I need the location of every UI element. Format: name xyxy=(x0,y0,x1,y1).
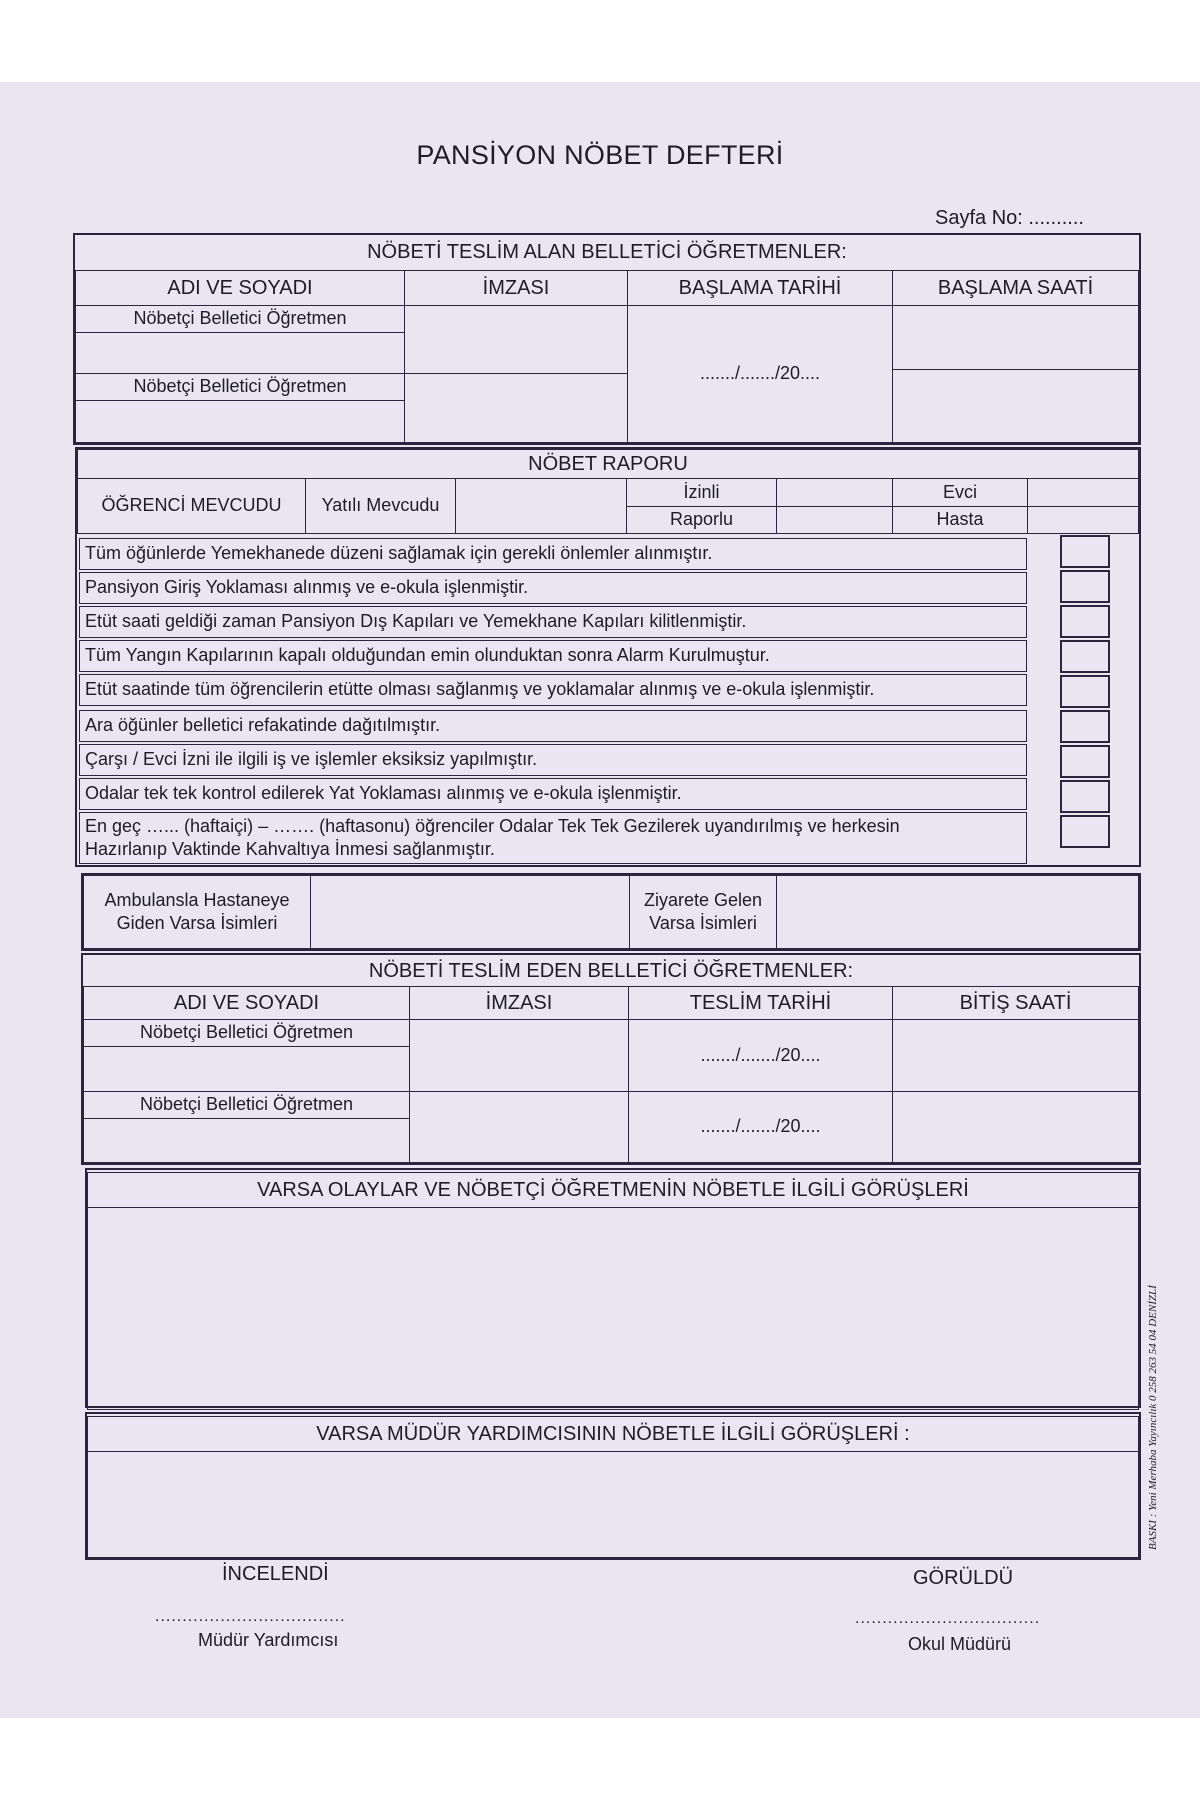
checklist-item-3: Etüt saati geldiği zaman Pansiyon Dış Kapıları ve Yemekhane Kapıları kilitlenmiştir. xyxy=(79,606,1027,638)
sick-field[interactable] xyxy=(1027,506,1139,534)
incoming-signature-2[interactable] xyxy=(404,373,628,443)
checkbox-4[interactable] xyxy=(1060,640,1110,673)
permitted-label: İzinli xyxy=(626,478,777,507)
page-number: Sayfa No: .......... xyxy=(935,207,1084,229)
events-header: VARSA OLAYLAR VE NÖBETÇİ ÖĞRETMENİN NÖBETLE İLGİLİ GÖRÜŞLERİ xyxy=(87,1172,1139,1208)
home-label: Evci xyxy=(892,478,1028,507)
incoming-teacher-2-field[interactable] xyxy=(75,400,405,443)
outgoing-teacher-2-label: Nöbetçi Belletici Öğretmen xyxy=(83,1091,410,1119)
outgoing-teacher-2-field[interactable] xyxy=(83,1118,410,1163)
outgoing-col-name: ADI VE SOYADI xyxy=(83,986,410,1020)
incoming-start-date[interactable]: ......./......./20.... xyxy=(627,305,893,443)
vice-principal-header: VARSA MÜDÜR YARDIMCISININ NÖBETLE İLGİLİ GÖRÜŞLERİ : xyxy=(87,1416,1139,1452)
incoming-teacher-1-label: Nöbetçi Belletici Öğretmen xyxy=(75,305,405,333)
incoming-col-date: BAŞLAMA TARİHİ xyxy=(627,270,893,306)
checklist-item-6: Ara öğünler belletici refakatinde dağıtılmıştır. xyxy=(79,710,1027,742)
incoming-header: NÖBETİ TESLİM ALAN BELLETİCİ ÖĞRETMENLER: xyxy=(367,240,847,263)
sick-label: Hasta xyxy=(892,506,1028,534)
principal-signature-line[interactable]: .................................. xyxy=(855,1610,1041,1627)
checklist-item-7: Çarşı / Evci İzni ile ilgili iş ve işlemler eksiksiz yapılmıştır. xyxy=(79,744,1027,776)
outgoing-signature-2[interactable] xyxy=(409,1091,629,1163)
checklist-item-1: Tüm öğünlerde Yemekhanede düzeni sağlamak için gerekli önlemler alınmıştır. xyxy=(79,538,1027,570)
boarding-count-field[interactable] xyxy=(455,478,627,534)
outgoing-end-time-2[interactable] xyxy=(892,1091,1139,1163)
ambulance-label-line-2: Giden Varsa İsimleri xyxy=(116,913,278,933)
vice-principal-field[interactable] xyxy=(87,1451,1139,1558)
ambulance-label-line-1: Ambulansla Hastaneye xyxy=(104,889,290,910)
outgoing-end-time-1[interactable] xyxy=(892,1019,1139,1092)
checkbox-9[interactable] xyxy=(1060,815,1110,848)
incoming-teacher-2-label: Nöbetçi Belletici Öğretmen xyxy=(75,373,405,401)
incoming-col-time: BAŞLAMA SAATİ xyxy=(892,270,1139,306)
outgoing-signature-1[interactable] xyxy=(409,1019,629,1092)
principal-title: Okul Müdürü xyxy=(908,1634,1012,1654)
incoming-col-name: ADI VE SOYADI xyxy=(75,270,405,306)
checklist-item-5: Etüt saatinde tüm öğrencilerin etütte olması sağlanmış ve yoklamalar alınmış ve e-okula işlenmiştir. xyxy=(79,674,1027,706)
incoming-teacher-1-field[interactable] xyxy=(75,332,405,374)
outgoing-end-date-1[interactable]: ......./......./20.... xyxy=(628,1019,893,1092)
vice-principal-title: Müdür Yardımcısı xyxy=(198,1630,339,1650)
vice-principal-signature-line[interactable]: ................................... xyxy=(155,1608,346,1625)
incoming-signature-1[interactable] xyxy=(404,305,628,374)
permitted-field[interactable] xyxy=(776,478,893,507)
printer-note: BASKI : Yeni Merhaba Yayıncılık 0 258 263 54 04 DENİZLİ xyxy=(1147,1285,1159,1550)
outgoing-header: NÖBETİ TESLİM EDEN BELLETİCİ ÖĞRETMENLER: xyxy=(368,960,854,982)
outgoing-end-date-2[interactable]: ......./......./20.... xyxy=(628,1091,893,1163)
outgoing-col-date: TESLİM TARİHİ xyxy=(628,986,893,1020)
outgoing-teacher-1-label: Nöbetçi Belletici Öğretmen xyxy=(83,1019,410,1047)
checklist-item-2: Pansiyon Giriş Yoklaması alınmış ve e-okula işlenmiştir. xyxy=(79,572,1027,604)
page-title: PANSİYON NÖBET DEFTERİ xyxy=(416,140,784,170)
visitor-label-line-2: Varsa İsimleri xyxy=(649,913,757,933)
report-header: NÖBET RAPORU xyxy=(77,449,1139,479)
reported-field[interactable] xyxy=(776,506,893,534)
incoming-start-time-1[interactable] xyxy=(892,305,1139,370)
outgoing-col-time: BİTİŞ SAATİ xyxy=(892,986,1139,1020)
reviewed-label: İNCELENDİ xyxy=(222,1563,329,1585)
visitor-label xyxy=(629,875,777,949)
boarding-count-label: Yatılı Mevcudu xyxy=(305,478,456,534)
seen-label: GÖRÜLDÜ xyxy=(913,1567,1014,1589)
events-field[interactable] xyxy=(87,1207,1139,1410)
student-count-label: ÖĞRENCİ MEVCUDU xyxy=(77,478,306,534)
checkbox-7[interactable] xyxy=(1060,745,1110,778)
reported-label: Raporlu xyxy=(626,506,777,534)
checkbox-5[interactable] xyxy=(1060,675,1110,708)
visitor-names-field[interactable] xyxy=(776,875,1139,949)
home-field[interactable] xyxy=(1027,478,1139,507)
checklist-item-8: Odalar tek tek kontrol edilerek Yat Yoklaması alınmış ve e-okula işlenmiştir. xyxy=(79,778,1027,810)
ambulance-label xyxy=(83,875,311,949)
checklist-item-9-line-2: Hazırlanıp Vaktinde Kahvaltıya İnmesi sağlanmıştır. xyxy=(85,839,495,859)
incoming-col-signature: İMZASI xyxy=(404,270,628,306)
checklist-item-9-line-1: En geç …... (haftaiçi) – ……. (haftasonu) öğrenciler Odalar Tek Tek Gezilerek uyandırılmış ve herkesin xyxy=(85,815,900,836)
checklist-item-9 xyxy=(79,812,1027,864)
visitor-label-line-1: Ziyarete Gelen xyxy=(643,889,763,910)
checkbox-6[interactable] xyxy=(1060,710,1110,743)
outgoing-teacher-1-field[interactable] xyxy=(83,1046,410,1092)
checkbox-3[interactable] xyxy=(1060,605,1110,638)
checkbox-8[interactable] xyxy=(1060,780,1110,813)
incoming-start-time-2[interactable] xyxy=(892,369,1139,443)
outgoing-col-signature: İMZASI xyxy=(409,986,629,1020)
checkbox-2[interactable] xyxy=(1060,570,1110,603)
checkbox-1[interactable] xyxy=(1060,535,1110,568)
checklist-item-4: Tüm Yangın Kapılarının kapalı olduğundan emin olunduktan sonra Alarm Kurulmuştur. xyxy=(79,640,1027,672)
ambulance-names-field[interactable] xyxy=(310,875,630,949)
